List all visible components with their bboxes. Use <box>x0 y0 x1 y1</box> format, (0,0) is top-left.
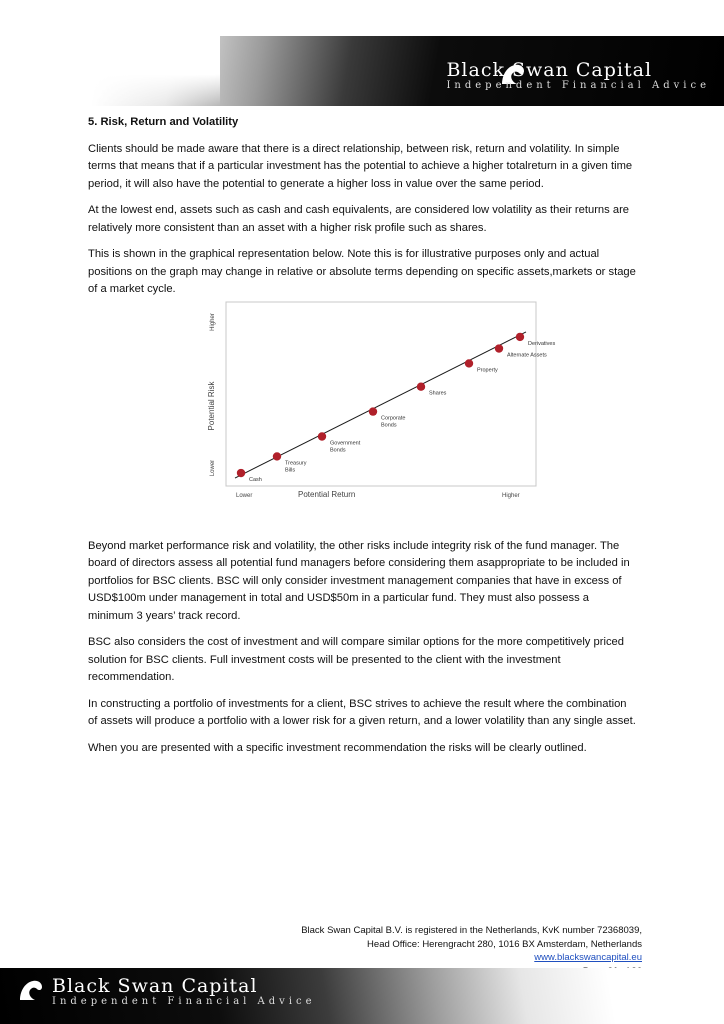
footer-brand-tagline: Independent Financial Advice <box>52 996 316 1007</box>
label-shares: Shares <box>429 390 447 397</box>
y-low-label: Lower <box>210 459 216 477</box>
chart-plot-area <box>226 302 536 486</box>
paragraph-4: Beyond market performance risk and volatility, the other risks include integrity risk of the fund manager. The board of directors assess all potential fund managers before considering them asappropriate to be included in portfolios for BSC clients. BSC will only consider investment management companies that have in excess of USD$100m under management in total and USD$50m in a particular fund. They must also possess a minimum 3 years’ track record. <box>88 539 630 622</box>
label-alternate-assets: Alternate Assets <box>507 352 547 359</box>
footer-brand-name: Black Swan Capital <box>52 975 258 997</box>
paragraph-6: In constructing a portfolio of investments for a client, BSC strives to achieve the result where the combination of assets will produce a portfolio with a lower risk for a given return, and a lower volatility than any single asset. <box>88 697 636 727</box>
point-alternate-assets <box>495 344 503 352</box>
point-government-bonds <box>318 432 326 440</box>
footer-brand <box>52 976 316 1008</box>
point-property <box>465 359 473 367</box>
paragraph-1: Clients should be made aware that there is a direct relationship, between risk, return and volatility. In simple terms that means that if a particular investment has the potential to achieve a higher totalreturn in a given time period, it will also have the potential to generate a higher loss in value over the same period. <box>88 142 633 190</box>
label-cash: Cash <box>249 477 262 484</box>
risk-return-chart <box>196 300 556 506</box>
footer-swan-icon <box>16 976 46 1004</box>
paragraph-7: When you are presented with a specific investment recommendation the risks will be clearly outlined. <box>88 741 587 754</box>
header-brand <box>446 60 710 92</box>
point-treasury-bills <box>273 452 281 460</box>
y-axis-label: Potential Risk <box>207 381 216 431</box>
paragraph-2: At the lowest end, assets such as cash and cash equivalents, are considered low volatility as their returns are relatively more consistent than an asset with a higher risk profile such as shares. <box>88 204 630 234</box>
paragraph-3: This is shown in the graphical representation below. Note this is for illustrative purposes only and actual positions on the graph may change in relative or absolute terms depending on specific assets,markets or stage of a market cycle. <box>88 248 636 295</box>
point-corporate-bonds <box>369 407 377 415</box>
footer-website-link[interactable]: www.blackswancapital.eu <box>534 952 642 963</box>
label-treasury-bills: Treasury Bills <box>285 460 307 474</box>
point-shares <box>417 383 425 391</box>
section-heading: 5. Risk, Return and Volatility <box>88 116 239 128</box>
header-brand-tagline: Independent Financial Advice <box>446 80 710 91</box>
x-low-label: Lower <box>236 493 253 499</box>
footer-address: Head Office: Herengracht 280, 1016 BX Amsterdam, Netherlands <box>367 938 642 950</box>
label-property: Property <box>477 367 498 374</box>
header-brand-name: Black Swan Capital <box>446 59 653 81</box>
x-axis-label: Potential Return <box>298 490 356 499</box>
point-derivatives <box>516 333 524 341</box>
y-high-label: Higher <box>210 313 216 331</box>
label-corporate-bonds: Corporate Bonds <box>381 415 406 429</box>
label-government-bonds: Government Bonds <box>330 440 361 454</box>
footer-registration: Black Swan Capital B.V. is registered in the Netherlands, KvK number 72368039, <box>301 925 642 936</box>
label-derivatives: Derivatives <box>528 340 556 347</box>
x-high-label: Higher <box>502 493 520 499</box>
point-cash <box>237 469 245 477</box>
paragraph-5: BSC also considers the cost of investment and will compare similar options for the more competitively priced solution for BSC clients. Full investment costs will be presented to the client with the investment recommendation. <box>88 636 624 683</box>
